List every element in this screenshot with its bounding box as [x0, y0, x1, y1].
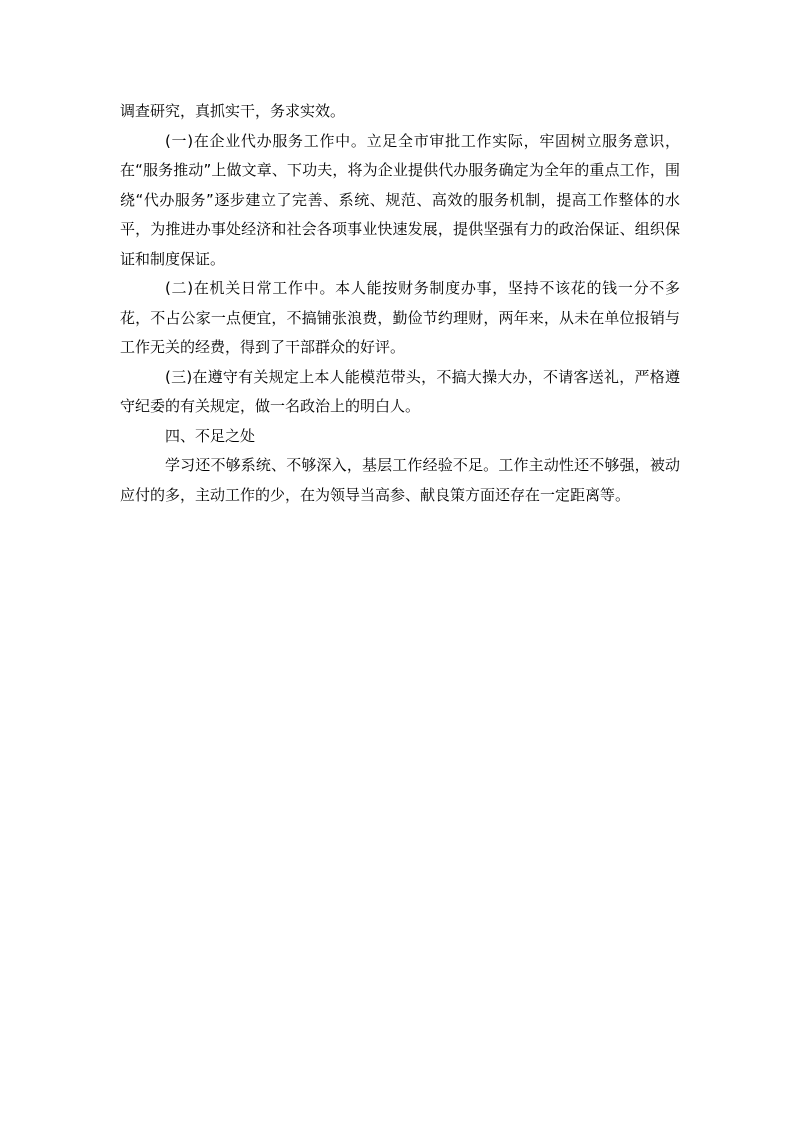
paragraph-continuation: 调查研究，真抓实干，务求实效。 [120, 102, 346, 120]
paragraph-shortcomings: 学习还不够系统、不够深入，基层工作经验不足。工作主动性还不够强，被动应付的多，主动工作的少，在为领导当高参、献良策方面还存在一定距离等。 [120, 456, 680, 504]
document-body [120, 97, 680, 510]
paragraph-regulations: (三)在遵守有关规定上本人能模范带头，不搞大操大办，不请客送礼，严格遵守纪委的有关规定，做一名政治上的明白人。 [120, 367, 680, 415]
paragraph-daily-work: (二)在机关日常工作中。本人能按财务制度办事，坚持不该花的钱一分不多花，不占公家一点便宜，不搞铺张浪费，勤俭节约理财，两年来，从未在单位报销与工作无关的经费，得到了干部群众的好评。 [120, 279, 680, 356]
paragraph-enterprise-service: (一)在企业代办服务工作中。立足全市审批工作实际，牢固树立服务意识，在“服务推动”上做文章、下功夫，将为企业提供代办服务确定为全年的重点工作，围绕“代办服务”逐步建立了完善、系统、规范、高效的服务机制，提高工作整体的水平，为推进办事处经济和社会各项事业快速发展，提供坚强有力的政治保证、组织保证和制度保证。 [120, 131, 680, 268]
section-heading-shortcomings: 四、不足之处 [165, 426, 256, 445]
